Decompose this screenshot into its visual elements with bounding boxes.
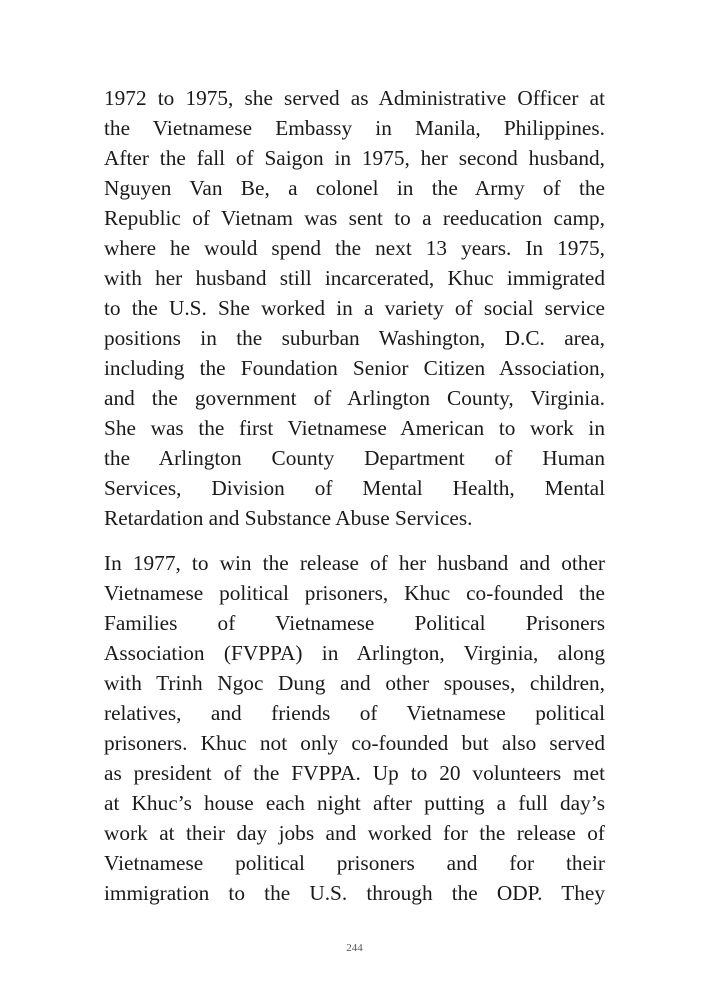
page-number: 244 <box>346 942 363 954</box>
text-line: as president of the FVPPA. Up to 20 volunteers met <box>104 761 605 785</box>
text-line: Nguyen Van Be, a colonel in the Army of the <box>104 176 605 200</box>
text-line: In 1977, to win the release of her husband and other <box>104 551 605 575</box>
paragraph-2 <box>104 548 605 908</box>
paragraph-1 <box>104 83 605 533</box>
text-line: work at their day jobs and worked for the release of <box>104 821 605 845</box>
text-line: prisoners. Khuc not only co-founded but also served <box>104 731 605 755</box>
text-line: immigration to the U.S. through the ODP. They <box>104 881 605 905</box>
text-line: the Arlington County Department of Human <box>104 446 605 470</box>
text-line: to the U.S. She worked in a variety of social service <box>104 296 605 320</box>
text-line: Services, Division of Mental Health, Mental <box>104 476 605 500</box>
text-line: Vietnamese political prisoners, Khuc co-founded the <box>104 581 605 605</box>
text-line: Retardation and Substance Abuse Services. <box>104 506 473 530</box>
text-line: including the Foundation Senior Citizen Association, <box>104 356 605 380</box>
text-line: Republic of Vietnam was sent to a reeducation camp, <box>104 206 605 230</box>
text-line: at Khuc’s house each night after putting a full day’s <box>104 791 605 815</box>
text-line: She was the first Vietnamese American to work in <box>104 416 605 440</box>
text-line: positions in the suburban Washington, D.C. area, <box>104 326 605 350</box>
text-line: relatives, and friends of Vietnamese political <box>104 701 605 725</box>
text-line: where he would spend the next 13 years. In 1975, <box>104 236 605 260</box>
text-line: and the government of Arlington County, Virginia. <box>104 386 605 410</box>
text-line: the Vietnamese Embassy in Manila, Philippines. <box>104 116 605 140</box>
text-line: Vietnamese political prisoners and for their <box>104 851 605 875</box>
text-line: with her husband still incarcerated, Khuc immigrated <box>104 266 605 290</box>
text-line: After the fall of Saigon in 1975, her second husband, <box>104 146 605 170</box>
text-line: with Trinh Ngoc Dung and other spouses, children, <box>104 671 605 695</box>
text-line: 1972 to 1975, she served as Administrative Officer at <box>104 86 605 110</box>
text-line: Association (FVPPA) in Arlington, Virginia, along <box>104 641 605 665</box>
text-line: Families of Vietnamese Political Prisoners <box>104 611 605 635</box>
